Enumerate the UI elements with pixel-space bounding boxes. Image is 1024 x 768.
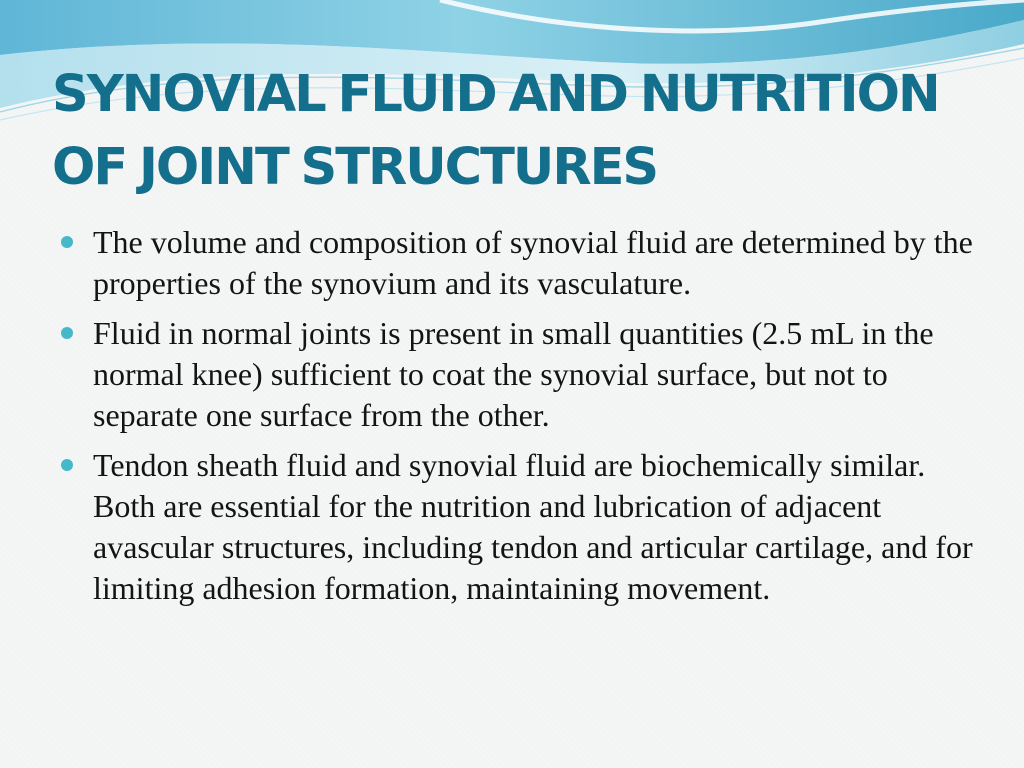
bullet-dot-icon [61,327,73,339]
bullet-list [60,222,990,618]
bullet-item [60,445,990,609]
bullet-text: Fluid in normal joints is present in small quantities (2.5 mL in the normal knee) sufficient to coat the synovial surface, but not to separate one surface from the other. [93,315,934,433]
title-line-2: OF JOINT STRUCTURES [52,138,658,197]
slide-title [52,58,992,204]
bullet-item [60,313,990,436]
bullet-dot-icon [61,459,73,471]
bullet-dot-icon [61,236,73,248]
bullet-text: The volume and composition of synovial fluid are determined by the properties of the synovium and its vasculature. [93,224,973,301]
bullet-item [60,222,990,304]
bullet-text: Tendon sheath fluid and synovial fluid are biochemically similar. Both are essential for the nutrition and lubrication of adjacent avascular structures, including tendon and articular cartilage, and for limiting adhesion formation, maintaining movement. [93,447,973,606]
title-line-1: SYNOVIAL FLUID AND NUTRITION [52,65,939,124]
